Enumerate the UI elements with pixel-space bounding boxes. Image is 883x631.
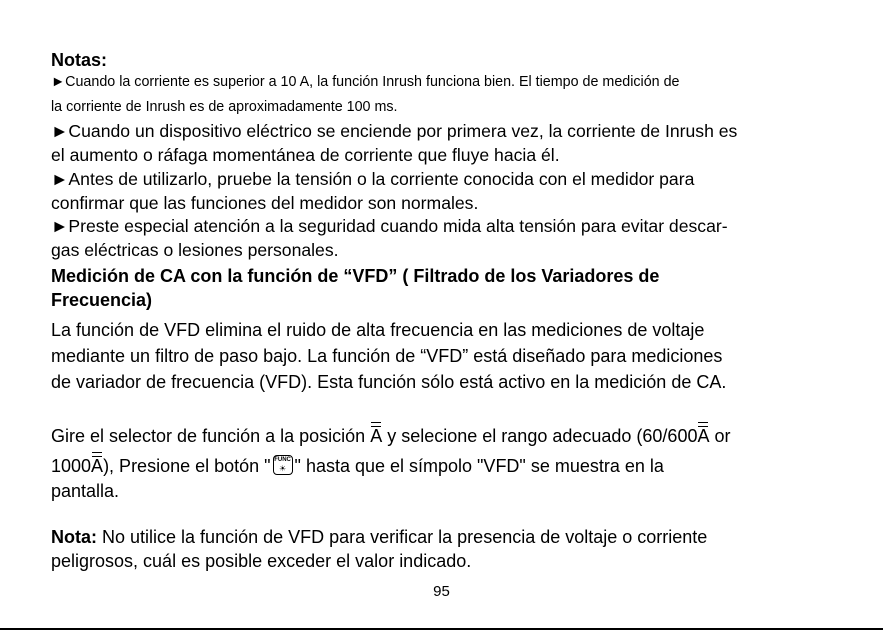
paragraph-line-3: de variador de frecuencia (VFD). Esta función sólo está activo en la medición de CA.	[51, 372, 727, 392]
ac-current-icon: A	[697, 427, 709, 445]
paragraph-line-2: mediante un filtro de paso bajo. La función de “VFD” está diseñado para mediciones	[51, 346, 723, 366]
ac-current-icon: A	[370, 427, 382, 445]
instruction-line-3: pantalla.	[51, 481, 120, 501]
note-item-2-line-1: ►Cuando un dispositivo eléctrico se enciende por primera vez, la corriente de Inrush es	[51, 121, 738, 141]
instruction-line-2: 1000 A), Presione el botón " FUNC ☀ " hasta que el símpolo "VFD" se muestra en la	[51, 456, 664, 477]
bottom-rule	[0, 628, 883, 630]
note-item-4-line-1: ►Preste especial atención a la seguridad cuando mida alta tensión para evitar descar-	[51, 216, 728, 236]
note-line-2: peligrosos, cuál es posible exceder el valor indicado.	[51, 551, 472, 571]
paragraph-line-1: La función de VFD elimina el ruido de alta frecuencia en las mediciones de voltaje	[51, 320, 705, 340]
note-item-1-line-2: la corriente de Inrush es de aproximadamente 100 ms.	[51, 99, 398, 115]
bullet-icon: ►	[51, 216, 69, 236]
instruction-line-1: Gire el selector de función a la posición A y selecione el rango adecuado (60/600 A or	[51, 426, 731, 447]
note-label: Nota:	[51, 527, 97, 547]
note-item-3-line-2: confirmar que las funciones del medidor son normales.	[51, 193, 479, 213]
note-item-4-line-2: gas eléctricas o lesiones personales.	[51, 240, 339, 260]
section-heading-line-1: Medición de CA con la función de “VFD” ( Filtrado de los Variadores de	[51, 266, 660, 286]
note-item-3-line-1: ►Antes de utilizarlo, pruebe la tensión o la corriente conocida con el medidor para	[51, 169, 695, 189]
bullet-icon: ►	[51, 74, 66, 90]
ac-current-icon: A	[91, 457, 103, 475]
bullet-icon: ►	[51, 121, 69, 141]
note-line-1: Nota: No utilice la función de VFD para verificar la presencia de voltaje o corriente	[51, 527, 708, 547]
func-button-icon: FUNC ☀	[274, 457, 291, 474]
notes-title: Notas:	[51, 50, 108, 70]
section-heading-line-2: Frecuencia)	[51, 290, 153, 310]
note-item-2-line-2: el aumento o ráfaga momentánea de corriente que fluye hacia él.	[51, 145, 560, 165]
page-number: 95	[433, 583, 450, 600]
bullet-icon: ►	[51, 169, 69, 189]
note-item-1-line-1: ►Cuando la corriente es superior a 10 A, la función Inrush funciona bien. El tiempo de medición de	[51, 74, 680, 90]
